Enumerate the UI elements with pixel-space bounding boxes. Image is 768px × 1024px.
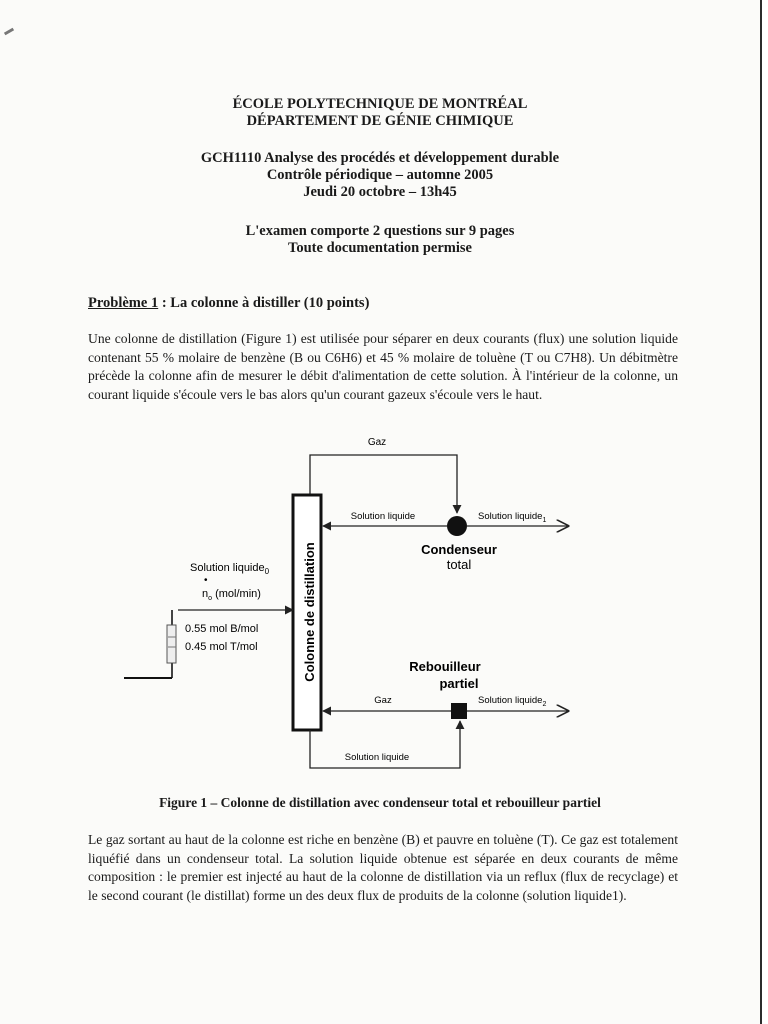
flow-dot: • — [204, 575, 208, 586]
comp-t-label: 0.45 mol T/mol — [185, 641, 258, 653]
figure-caption: Figure 1 – Colonne de distillation avec condenseur total et rebouilleur partiel — [159, 795, 601, 810]
flow-label: $n_o$ (mol/min) — [202, 588, 261, 602]
exam-title: Contrôle périodique – automne 2005 — [266, 167, 494, 183]
reboiler-label: Rebouilleur — [409, 659, 481, 674]
reboiler-symbol — [451, 703, 467, 719]
documentation-note: Toute documentation permise — [288, 240, 472, 256]
liquid-bottom-label: Solution liquide — [344, 752, 410, 763]
comp-b-label: 0.55 mol B/mol — [185, 623, 259, 635]
exam-date: Jeudi 20 octobre – 13h45 — [303, 184, 457, 200]
course-header — [0, 150, 760, 201]
description-paragraph: Le gaz sortant au haut de la colonne est riche en benzène (B) et pauvre en toluène (T). Ce gaz est totalement liquéfié dans un condenseur total. La solution liquide obtenue est séparée en deux courants de même composition : le premier est injecté au haut de la colonne de distillation via un reflux (flux de recyclage) et le second courant (le distillat) forme un des deux flux de produits de la colonne (solution liquide1). — [88, 832, 678, 903]
condenser-label: Condenseur — [421, 542, 497, 557]
gas-top-line — [310, 455, 457, 513]
gas-bottom-label: Gaz — [374, 695, 392, 706]
problem-label: Problème 1 — [88, 295, 159, 311]
distillation-diagram — [0, 425, 760, 790]
problem-heading — [88, 295, 369, 312]
distillate-label: Solution liquide$_1$ — [478, 511, 547, 524]
feed-label: Solution liquide$_0$ — [190, 562, 270, 576]
problem-title: : La colonne à distiller (10 points) — [158, 295, 370, 311]
course-title: GCH1110 Analyse des procédés et développement durable — [200, 150, 560, 166]
reflux-label: Solution liquide — [350, 511, 416, 522]
scan-mark — [4, 28, 14, 36]
intro-paragraph: Une colonne de distillation (Figure 1) est utilisée pour séparer en deux courants (flux) une solution liquide contenant 55 % molaire de benzène (B ou C6H6) et 45 % molaire de toluène (T ou C7H8). Un débitmètre précède la colonne afin de mesurer le débit d'alimentation de cette solution. À l'intérieur de la colonne, un courant liquide s'écoule vers le bas alors qu'un courant gazeux s'écoule vers le haut. — [88, 331, 678, 402]
school-name: ÉCOLE POLYTECHNIQUE DE MONTRÉAL — [232, 96, 528, 112]
reboiler-label-2: partiel — [439, 676, 479, 691]
column-label: Colonne de distillation — [302, 542, 317, 682]
institution-header — [0, 96, 760, 130]
flowmeter-icon — [124, 610, 176, 678]
condenser-label-2: total — [446, 557, 472, 572]
gas-top-label: Gaz — [367, 437, 387, 448]
questions-count: L'examen comporte 2 questions sur 9 pages — [245, 223, 515, 239]
bottoms-label: Solution liquide$_2$ — [478, 695, 547, 708]
department-name: DÉPARTEMENT DE GÉNIE CHIMIQUE — [246, 113, 514, 129]
condenser-symbol — [447, 516, 467, 536]
exam-info — [0, 223, 760, 257]
